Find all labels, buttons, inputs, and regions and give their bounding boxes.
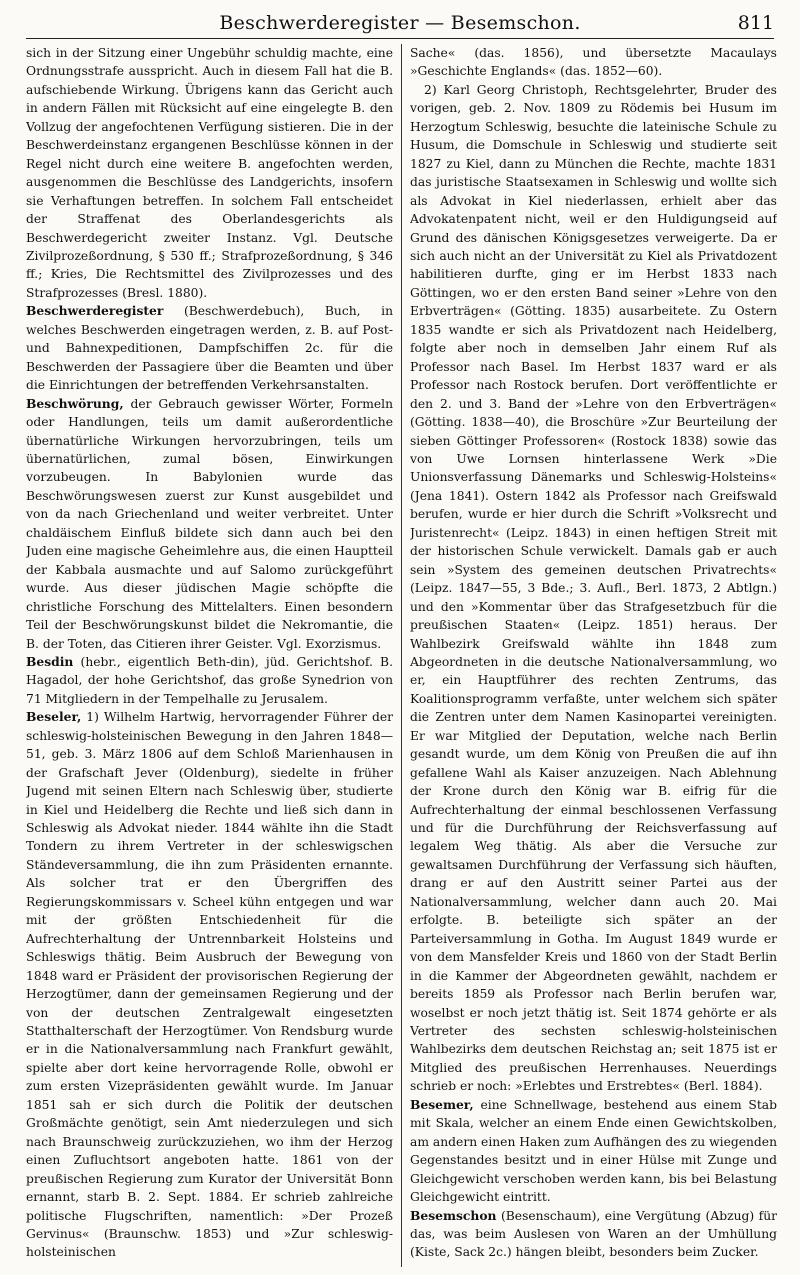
page-header xyxy=(26,12,774,39)
paragraph-continued xyxy=(26,44,393,302)
paragraph-text: Sache« (das. 1856), und übersetzte Macaulays »Geschichte Englands« (das. 1852—60). xyxy=(410,46,777,79)
entry-beseler xyxy=(26,708,393,1262)
headword: Beschwerderegister xyxy=(26,303,164,319)
headword: Beschwörung, xyxy=(26,395,124,411)
headword: Beseler, xyxy=(26,709,82,725)
headword: Besemer, xyxy=(410,1096,474,1112)
entry-beschwerderegister xyxy=(26,302,393,394)
paragraph-continued xyxy=(410,44,777,81)
entry-text: (hebr., eigentlich Beth-din), jüd. Gerichtshof. B. Hagadol, der hohe Gerichtshof, das große Synedrion von 71 Mitgliedern in der Tempelhalle zu Jerusalem. xyxy=(26,654,393,706)
entry-beschwoerung xyxy=(26,395,393,653)
paragraph-text: sich in der Sitzung einer Ungebühr schuldig machte, eine Ordnungsstrafe ausspricht. Auch in diesem Fall hat die B. aufschiebende Wirkung. Übrigens kann das Gericht auch in andern Fällen mit Rücksicht auf eine eingelegte B. den Vollzug der angefochtenen Verfügung sistieren. Die in der Beschwerdeinstanz ergangenen Beschlüsse können in der Regel nicht durch eine weitere B. angefochten werden, ausgenommen die Beschlüsse des Landgerichts, insofern sie Verhaftungen betreffen. In solchem Fall entscheidet der Straffenat des Oberlandesgerichts als Beschwerdegericht zweiter Instanz. Vgl. Deutsche Zivilprozeßordnung, § 530 ff.; Strafprozeßordnung, § 346 ff.; Kries, Die Rechtsmittel des Zivilprozesses und des Strafprozesses (Bresl. 1880). xyxy=(26,46,393,300)
paragraph-text: 2) Karl Georg Christoph, Rechtsgelehrter, Bruder des vorigen, geb. 2. Nov. 1809 zu Rödemis bei Husum im Herzogtum Schleswig, besuchte die lateinische Schule zu Husum, die Domschule in Schleswig und studierte seit 1827 zu Kiel, dann zu München die Rechte, machte 1831 das juristische Staatsexamen in Schleswig und wollte sich als Advokat in Kiel niederlassen, erhielt aber das Advokatenpatent nicht, weil er den Huldigungseid auf Grund des dänischen Königsgesetzes verweigerte. Da er sich auch nicht an der Universität zu Kiel als Privatdozent habilitieren durfte, ging er im Herbst 1833 nach Göttingen, wo er den ersten Band seiner »Lehre von den Erbverträgen« (Götting. 1835) ausarbeitete. Zu Ostern 1835 wandte er sich als Privatdozent nach Heidelberg, folgte aber noch in demselben Jahr einem Ruf als Professor nach Basel. Im Herbst 1837 ward er als Professor nach Rostock berufen. Dort veröffentlichte er den 2. und 3. Band der »Lehre von den Erbverträgen« (Götting. 1838—40), die Broschüre »Zur Beurteilung der sieben Göttinger Professoren« (Rostock 1838) sowie das von Uwe Lornsen hinterlassene Werk »Die Unionsverfassung Dänemarks und Schleswig-Holsteins« (Jena 1841). Ostern 1842 als Professor nach Greifswald berufen, wurde er hier durch die Schrift »Volksrecht und Juristenrecht« (Leipz. 1843) in einen heftigen Streit mit der historischen Schule verwickelt. Damals gab er auch sein »System des gemeinen deutschen Privatrechts« (Leipz. 1847—55, 3 Bde.; 3. Aufl., Berl. 1873, 2 Abtlgn.) und den »Kommentar über das Strafgesetzbuch für die preußischen Staaten« (Leipz. 1851) heraus. Der Wahlbezirk Greifswald wählte ihn 1848 zum Abgeordneten in die deutsche Nationalversammlung, wo er, ein Hauptführer des rechten Zentrums, das Koalitionsprogramm verfaßte, unter welchem sich später die Zentren unter dem Namen Kasinopartei vereinigten. Er war Mitglied der Deputation, welche nach Berlin gesandt wurde, um dem König von Preußen die auf ihn gefallene Wahl als Kaiser anzuzeigen. Nach Ablehnung der Krone durch den König war B. eifrig für die Aufrechterhaltung der einmal beschlossenen Verfassung und für die Durchführung der Reichsverfassung auf legalem Weg thätig. Als aber die Versuche zur gewaltsamen Durchführung der Verfassung sich häuften, drang er auf den Austritt seiner Partei aus der Nationalversammlung, welcher dann auch 20. Mai erfolgte. B. beteiligte sich später an der Parteiversammlung in Gotha. Im August 1849 wurde er von dem Mansfelder Kreis und 1860 von der Stadt Berlin in die Kammer der Abgeordneten gewählt, nachdem er bereits 1859 als Professor nach Berlin berufen war, woselbst er noch jetzt thätig ist. Seit 1874 gehörte er als Vertreter des sechsten schleswig-holsteinischen Wahlbezirks dem deutschen Reichstag an; seit 1875 ist er Mitglied des preußischen Herrenhauses. Neuerdings schrieb er noch: »Erlebtes und Erstrebtes« (Berl. 1884). xyxy=(410,82,777,1094)
page-number: 811 xyxy=(737,12,774,34)
headword: Besdin xyxy=(26,653,74,669)
entry-besemschon xyxy=(410,1207,777,1262)
column-divider xyxy=(401,44,402,1267)
entry-besdin xyxy=(26,653,393,708)
left-column xyxy=(26,44,393,1269)
entry-text: 1) Wilhelm Hartwig, hervorragender Führer der schleswig-holsteinischen Bewegung in den Jahren 1848—51, geb. 3. März 1806 auf dem Schloß Marienhausen in der Grafschaft Jever (Oldenburg), siedelte in früher Jugend mit seinen Eltern nach Schleswig über, studierte in Kiel und Heidelberg die Rechte und ließ sich dann in Schleswig als Advokat nieder. 1844 wählte ihn die Stadt Tondern zu ihrem Vertreter in der schleswigschen Ständeversammlung, die ihn zum Präsidenten ernannte. Als solcher trat er den Übergriffen des Regierungskommissars v. Scheel kühn entgegen und war mit der größten Entschiedenheit für die Aufrechterhaltung der Untrennbarkeit Holsteins und Schleswigs thätig. Beim Ausbruch der Bewegung von 1848 ward er Präsident der provisorischen Regierung der Herzogtümer, dann der gemeinsamen Regierung und der von der deutschen Zentralgewalt eingesetzten Statthalterschaft der Herzogtümer. Von Rendsburg wurde er in die Nationalversammlung nach Frankfurt gewählt, spielte aber dort keine hervorragende Rolle, obwohl er zum ersten Vizepräsidenten gewählt wurde. Im Januar 1851 sah er sich durch die Politik der deutschen Großmächte genötigt, sein Amt niederzulegen und sich nach Braunschweig zurückzuziehen, wo ihm der Herzog einen Zufluchtsort angeboten hatte. 1861 von der preußischen Regierung zum Kurator der Universität Bonn ernannt, starb B. 2. Sept. 1884. Er schrieb zahlreiche politische Flugschriften, namentlich: »Der Prozeß Gervinus« (Braunschw. 1853) und »Zur schleswig-holsteinischen xyxy=(26,710,393,1260)
entry-text: (Besenschaum), eine Vergütung (Abzug) für das, was beim Auslesen von Waren an der Umhüllung (Kiste, Sack 2c.) hängen bleibt, besonders beim Zucker. xyxy=(410,1208,777,1260)
running-title: Beschwerderegister — Besemschon. xyxy=(219,12,581,34)
entry-besemer xyxy=(410,1096,777,1207)
entry-text: der Gebrauch gewisser Wörter, Formeln oder Handlungen, teils um damit außerordentliche übernatürliche Wirkungen hervorzubringen, teils um übernatürlichen, zumal bösen, Einwirkungen vorzubeugen. In Babylonien wurde das Beschwörungswesen zuerst zur Kunst ausgebildet und von da nach Griechenland und weiter verbreitet. Unter chaldäischem Einfluß bildete sich dann auch bei den Juden eine magische Geheimlehre aus, die einen Hauptteil der Kabbala ausmachte und auf Salomo zurückgeführt wurde. Aus dieser jüdischen Magie schöpfte die christliche Forschung des Mittelalters. Einen besondern Teil der Beschwörungskunst bildet die Nekromantie, die B. der Toten, das Citieren ihrer Geister. Vgl. Exorzismus. xyxy=(26,396,393,651)
paragraph-beseler-karl xyxy=(410,81,777,1096)
headword: Besemschon xyxy=(410,1207,497,1223)
entry-text: eine Schnellwage, bestehend aus einem Stab mit Skala, welcher an einem Ende einen Gewichtskolben, am andern einen Haken zum Aufhängen des zu wiegenden Gegenstandes besitzt und in einer Hülse mit Zunge und Gleichgewicht verschoben werden kann, bis bei Belastung Gleichgewicht eintritt. xyxy=(410,1097,777,1205)
right-column xyxy=(410,44,777,1269)
entry-text: (Beschwerdebuch), Buch, in welches Beschwerden eingetragen werden, z. B. auf Post- und Bahnexpeditionen, Dampfschiffen 2c. für die Beschwerden der Passagiere über die Beamten und über die Einrichtungen der betreffenden Verkehrsanstalten. xyxy=(26,304,393,393)
